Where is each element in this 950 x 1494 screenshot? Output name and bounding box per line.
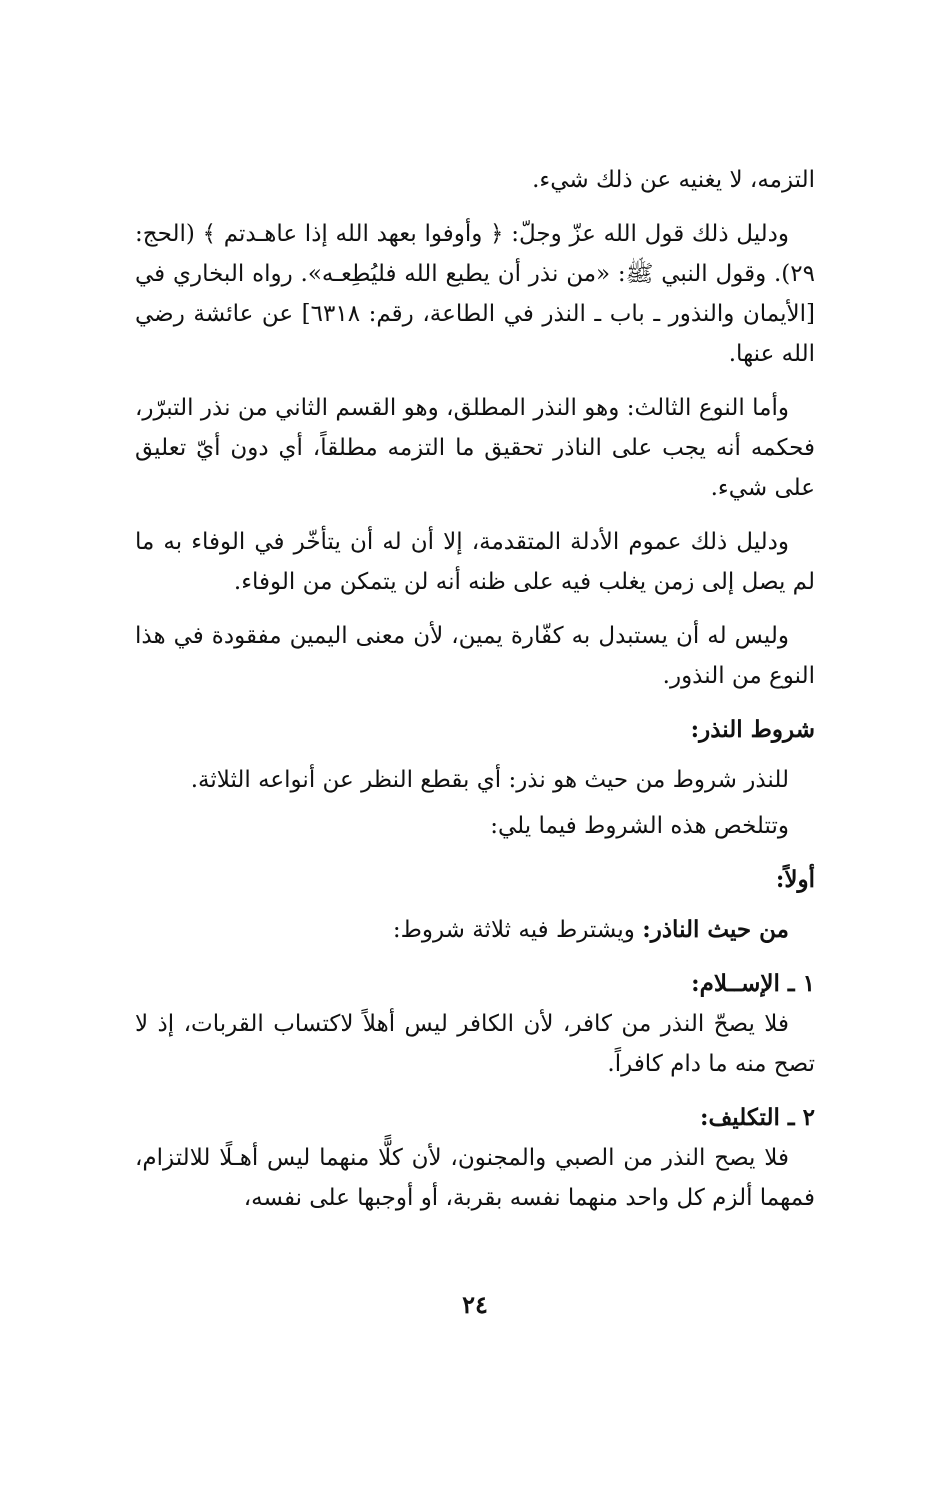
paragraph-general-evidence: ودليل ذلك عموم الأدلة المتقدمة، إلا أن له أن يتأخّر في الوفاء به ما لم يصل إلى زمن يغلب فيه على ظنه أنه لن يتمكن من الوفاء. <box>135 529 815 595</box>
page-number: ٢٤ <box>462 1290 488 1319</box>
first-subheading <box>135 910 815 950</box>
first-subheading-label: من حيث الناذر: <box>642 916 789 943</box>
paragraph-evidence: ودليل ذلك قول الله عزّ وجلّ: ﴿ وأوفوا بعهد الله إذا عاهـدتم ﴾ (الحج: ٢٩). وقول النبي ﷺ: «من نذر أن يطيع الله فليُطِعـه». رواه البخاري في [الأيمان والنذور ـ باب ـ النذر في الطاعة، رقم: ٦٣١٨] عن عائشة رضي الله عنها. <box>135 221 815 367</box>
condition-2-text: فلا يصح النذر من الصبي والمجنون، لأن كلًّا منهما ليس أهـلًا للالتزام، فمهما ألزم كل واحد منهما نفسه بقربة، أو أوجبها على نفسه، <box>135 1145 815 1211</box>
paragraph-continuation: التزمه، لا يغنيه عن ذلك شيء. <box>532 167 815 193</box>
section-intro-list: وتتلخص هذه الشروط فيما يلي: <box>490 813 789 839</box>
section-heading: شروط النذر: <box>690 716 815 743</box>
condition-1-text: فلا يصحّ النذر من كافر، لأن الكافر ليس أهلاً لاكتساب القربات، إذ لا تصح منه ما دام كافراً. <box>135 1011 815 1077</box>
page-body <box>135 160 815 1232</box>
paragraph-third-type: وأما النوع الثالث: وهو النذر المطلق، وهو القسم الثاني من نذر التبرّر، فحكمه أنه يجب على الناذر تحقيق ما التزمه مطلقاً، أي دون أيّ تعليق على شيء. <box>135 395 815 501</box>
condition-2-heading: ٢ ـ التكليف: <box>699 1104 815 1131</box>
paragraph-no-expiation: وليس له أن يستبدل به كفّارة يمين، لأن معنى اليمين مفقودة في هذا النوع من النذور. <box>135 623 815 689</box>
first-heading: أولاً: <box>775 866 815 893</box>
condition-1-heading: ١ ـ الإســلام: <box>691 970 815 997</box>
section-intro: للنذر شروط من حيث هو نذر: أي بقطع النظر عن أنواعه الثلاثة. <box>190 767 789 793</box>
first-subheading-text: ويشترط فيه ثلاثة شروط: <box>392 917 643 943</box>
